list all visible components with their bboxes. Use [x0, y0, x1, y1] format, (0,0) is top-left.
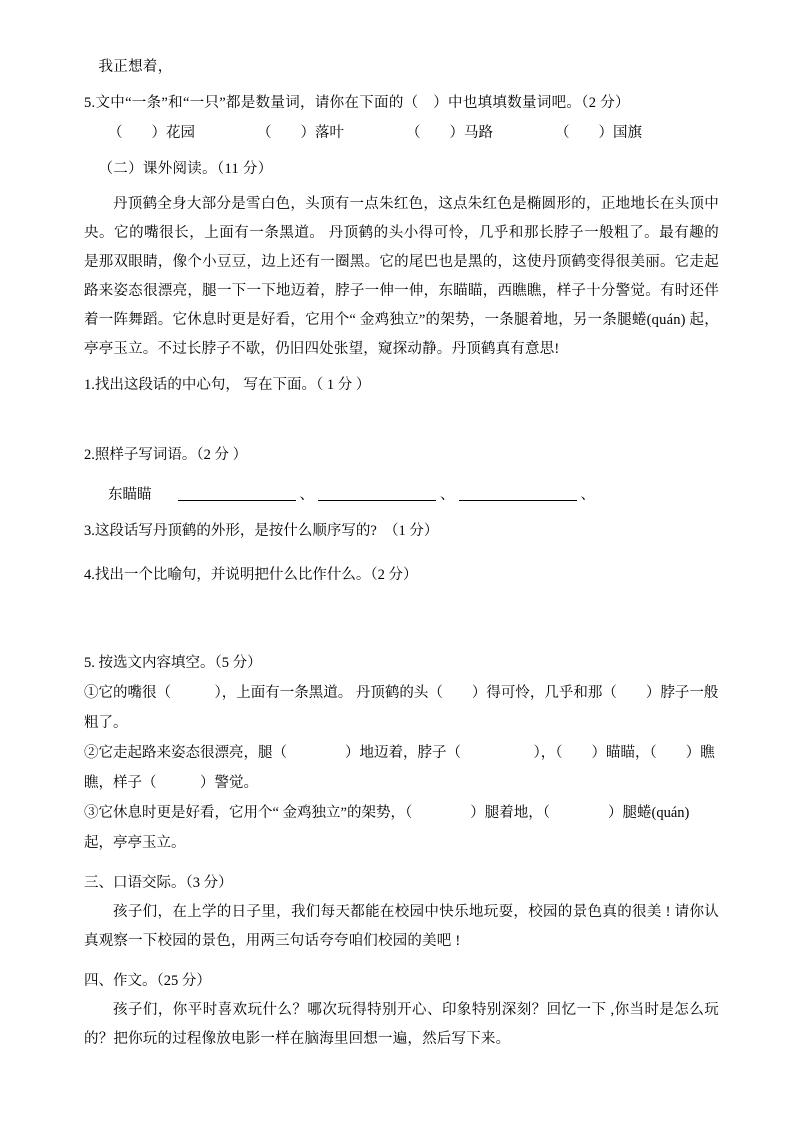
separator-3: 、: [580, 487, 595, 503]
blank-word-3: 马路: [464, 125, 493, 141]
question-3: 3.这段话写丹顶鹤的外形，是按什么顺序写的? （1 分）: [84, 523, 439, 539]
question-5-fill-title: 5. 按选文内容填空。（5 分）: [84, 655, 262, 671]
spacer: [84, 858, 719, 868]
question-2: 2.照样子写词语。（2 分 ）: [84, 447, 248, 463]
blank-word-4: 国旗: [613, 125, 642, 141]
question-5-top: 5.文中“一条”和“一只”都是数量词，请你在下面的（ ）中也填填数量词吧。（2 分）: [84, 95, 630, 111]
question-5-item-a[interactable]: ①它的嘴很（ ），上面有一条黑道。 丹顶鹤的头（ ）得可怜，几乎和那（ ）脖子一般粗了。: [84, 685, 719, 731]
blank-word-1: 花园: [166, 125, 195, 141]
section-four-title: 四、作文。（25 分）: [84, 973, 211, 989]
question-4: 4.找出一个比喻句，并说明把什么比作什么。（2 分）: [84, 567, 418, 583]
section-three-title: 三、口语交际。（3 分）: [84, 875, 233, 891]
section-three-body: 孩子们，在上学的日子里，我们每天都能在校园中快乐地玩耍，校园的景色真的很美 ! 请你认真观察一下校园的景色，用两三句话夸夸咱们校园的美吧 !: [84, 904, 719, 949]
answer-space-q1[interactable]: [84, 400, 719, 440]
blank-paren-1[interactable]: （ ）: [108, 125, 166, 141]
write-blank-3[interactable]: [459, 500, 577, 501]
blank-paren-4[interactable]: （ ）: [555, 125, 613, 141]
sample-word: 东瞄瞄: [108, 487, 152, 503]
section-two-title: （二）课外阅读。（11 分）: [98, 161, 273, 177]
answer-space-q3[interactable]: [84, 546, 719, 560]
spacer: [84, 956, 719, 966]
question-2-answer-row: [84, 480, 719, 510]
blank-paren-3[interactable]: （ ）: [406, 125, 464, 141]
question-5-item-c[interactable]: ③它休息时更是好看，它用个“ 金鸡独立”的架势，（ ）腿着地，（ ）腿蜷(quán) 起，亭亭玉立。: [84, 805, 690, 851]
separator-2: 、: [440, 487, 455, 503]
blank-word-2: 落叶: [315, 125, 344, 141]
write-blank-1[interactable]: [178, 500, 296, 501]
spacer: [84, 470, 719, 480]
question-5-blank-row: [84, 118, 719, 148]
answer-space-q4[interactable]: [84, 590, 719, 630]
separator-1: 、: [299, 487, 314, 503]
question-1: 1.找出这段话的中心句， 写在下面。（ 1 分 ）: [84, 377, 371, 393]
spacer: [84, 630, 719, 648]
question-5-item-b[interactable]: ②它走起路来姿态很漂亮，腿（ ）地迈着，脖子（ ），（ ）瞄瞄，（ ）瞧瞧，样子（ ）警觉。: [84, 745, 715, 791]
section-four-body: 孩子们，你平时喜欢玩什么？哪次玩得特别开心、印象特别深刻？回忆一下 ,你当时是怎么玩的？把你玩的过程像放电影一样在脑海里回想一遍，然后写下来。: [84, 1002, 719, 1047]
reading-passage: 丹顶鹤全身大部分是雪白色，头顶有一点朱红色，这点朱红色是椭圆形的，正地地长在头顶中央。它的嘴很长，上面有一条黑道。 丹顶鹤的头小得可怜，几乎和那长脖子一般粗了。最有趣的是那双眼睛，像个小豆豆，边上还有一圈黑。它的尾巴也是黑的，这使丹顶鹤变得很美丽。它走起路来姿态很漂亮，腿一下一下地迈着，脖子一伸一伸，东瞄瞄，西瞧瞧，样子十分警觉。有时还伴着一阵舞蹈。它休息时更是好看，它用个“ 金鸡独立”的架势，一条腿着地，另一条腿蜷(quán) 起，亭亭玉立。不过长脖子不歇，仍旧四处张望，窥探动静。丹顶鹤真有意思!: [84, 196, 719, 357]
write-blank-2[interactable]: [318, 500, 436, 501]
top-fragment-text: 我正想着，: [98, 59, 173, 75]
blank-paren-2[interactable]: （ ）: [257, 125, 315, 141]
